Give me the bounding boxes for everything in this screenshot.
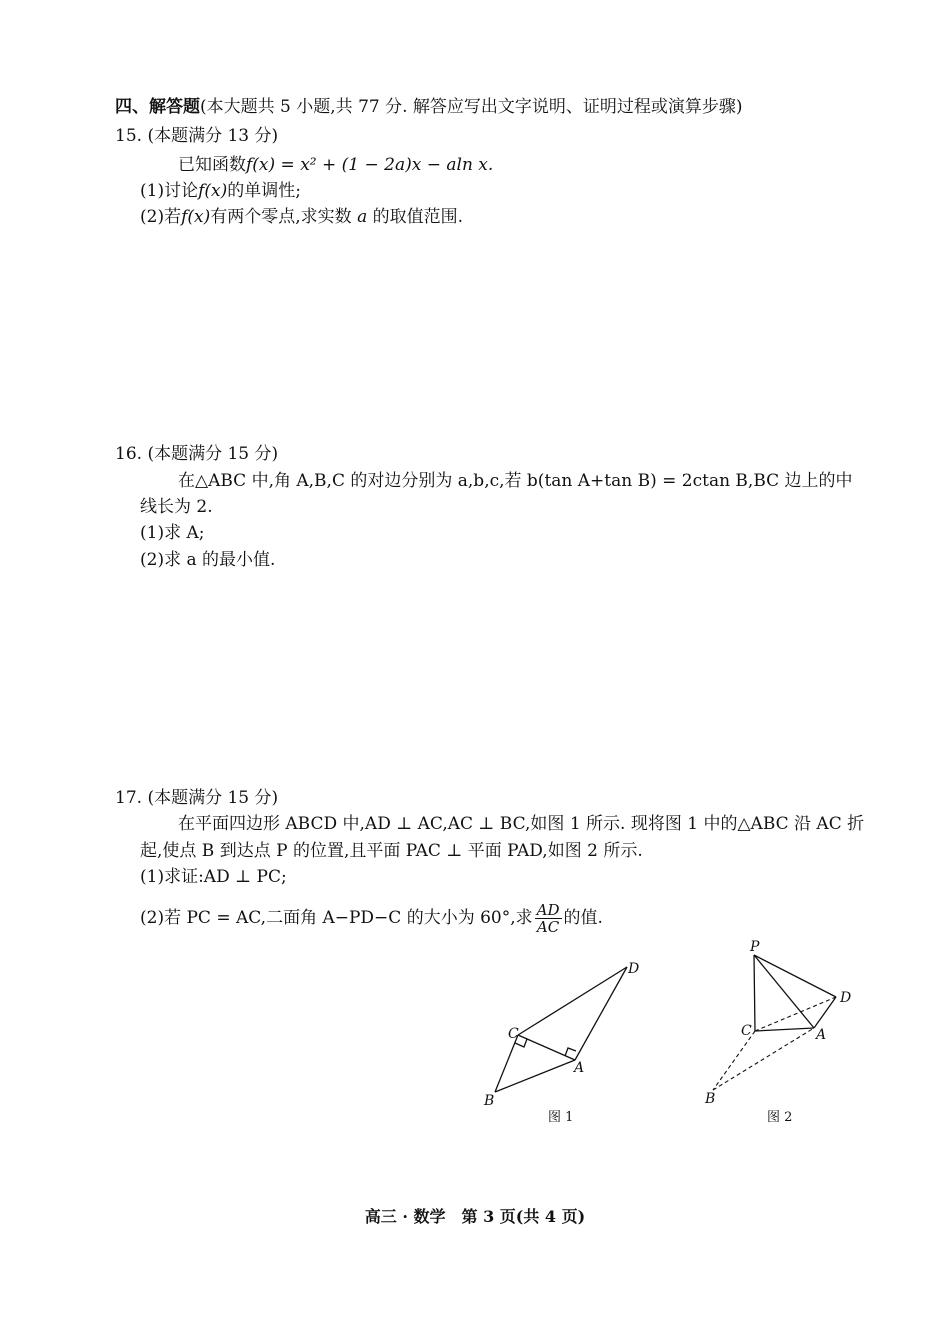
q17-fraction-num: AD	[536, 901, 560, 919]
figure-1	[470, 955, 670, 1130]
fig1-edge-cb	[495, 1035, 518, 1092]
q16-number: 16.	[115, 444, 143, 464]
fig2-edge-pd	[754, 955, 836, 997]
page-footer: 高三 · 数学 第 3 页(共 4 页)	[364, 1207, 586, 1226]
q15-part1-suffix: 的单调性;	[227, 181, 301, 201]
fig1-label-a: A	[574, 1060, 585, 1076]
section-heading: 四、解答题	[115, 97, 200, 117]
q17-part2-prefix: (2)若 PC = AC,二面角 A−PD−C 的大小为 60°,求	[140, 908, 533, 928]
fig1-caption: 图 1	[548, 1110, 574, 1125]
fig2-label-c: C	[741, 1023, 752, 1039]
q15-stem-fx: f(x)	[246, 155, 276, 175]
q17-fraction-den: AC	[536, 918, 560, 936]
fig2-label-a: A	[816, 1027, 827, 1043]
fig1-edge-cd	[518, 967, 627, 1035]
q16-line2: 线长为 2.	[140, 497, 213, 517]
q17-line1: 在平面四边形 ABCD 中,AD ⊥ AC,AC ⊥ BC,如图 1 所示. 现将图 1 中的△ABC 沿 AC 折	[178, 814, 865, 834]
fig1-label-d: D	[628, 961, 640, 977]
q16-line1: 在△ABC 中,角 A,B,C 的对边分别为 a,b,c,若 b(tan A+tan B) = 2ctan B,BC 边上的中	[178, 471, 853, 491]
q16-score: (本题满分 15 分)	[147, 444, 279, 464]
q15-stem-prefix: 已知函数	[178, 155, 246, 175]
q15-header	[115, 125, 278, 147]
q15-score: (本题满分 13 分)	[147, 126, 279, 146]
q17-part2	[140, 898, 603, 938]
fig2-edge-ad	[814, 997, 836, 1028]
fig2-label-p: P	[750, 939, 760, 955]
q15-part2-suffix: 的取值范围.	[367, 207, 464, 227]
q17-part1: (1)求证:AD ⊥ PC;	[140, 867, 287, 887]
q15-part2	[140, 206, 463, 228]
q15-part2-var: a	[357, 207, 368, 227]
fig1-edge-ca	[518, 1035, 575, 1060]
q15-part1-prefix: (1)讨论	[140, 181, 199, 201]
fig2-label-d: D	[840, 990, 852, 1006]
fig2-caption: 图 2	[767, 1110, 793, 1125]
fig2-edge-cb-dashed	[713, 1031, 755, 1090]
fig1-label-b: B	[484, 1093, 495, 1109]
section-note: (本大题共 5 小题,共 77 分. 解答应写出文字说明、证明过程或演算步骤)	[200, 97, 743, 117]
q15-part1	[140, 180, 301, 202]
figure-2	[695, 935, 865, 1130]
q17-header	[115, 787, 278, 809]
q15-part2-mid: 有两个零点,求实数	[210, 207, 358, 227]
fig2-label-b: B	[705, 1091, 716, 1107]
q15-part2-prefix: (2)若	[140, 207, 182, 227]
fig2-edge-pc	[754, 955, 755, 1031]
q16-header	[115, 443, 278, 465]
q15-number: 15.	[115, 126, 143, 146]
fig2-edge-pa	[754, 955, 814, 1028]
fig1-right-angle-a	[565, 1048, 576, 1056]
q17-score: (本题满分 15 分)	[147, 788, 279, 808]
fig1-edge-ba	[495, 1060, 575, 1092]
q17-number: 17.	[115, 788, 143, 808]
q17-part2-suffix: 的值.	[563, 908, 603, 928]
q16-part1: (1)求 A;	[140, 523, 205, 543]
section-header	[115, 96, 743, 118]
fig2-edge-ca	[755, 1028, 814, 1031]
q15-stem-expr: = x² + (1 − 2a)x − aln x.	[275, 155, 494, 175]
q15-part1-fx: f(x)	[198, 181, 228, 201]
fig2-edge-ba-dashed	[713, 1028, 814, 1090]
fig1-label-c: C	[508, 1026, 519, 1042]
q17-fraction	[535, 902, 562, 935]
q15-stem	[178, 154, 493, 176]
q15-part2-fx: f(x)	[181, 207, 211, 227]
fig1-edge-da	[575, 967, 627, 1060]
q16-part2: (2)求 a 的最小值.	[140, 550, 276, 570]
q17-line2: 起,使点 B 到达点 P 的位置,且平面 PAC ⊥ 平面 PAD,如图 2 所示.	[140, 841, 643, 861]
